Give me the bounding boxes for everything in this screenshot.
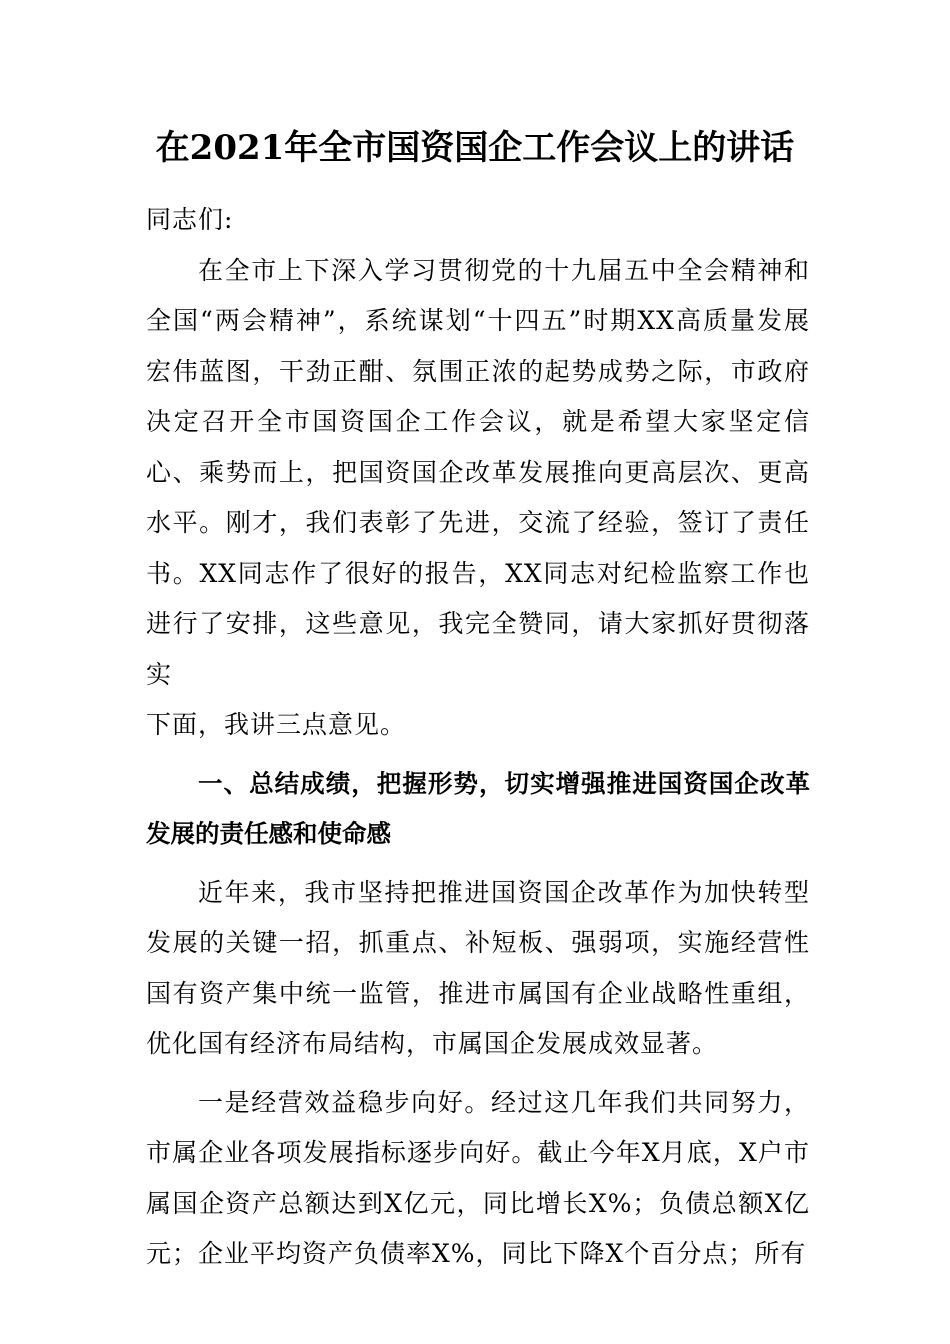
section1-paragraph-2: 一是经营效益稳步向好。经过这几年我们共同努力，市属企业各项发展指标逐步向好。截止今年X月底，X户市属国企资产总额达到X亿元，同比增长X%；负债总额X亿元；企业平均资产负债率X%，同比下降X个百分点；所有 bbox=[146, 1087, 810, 1268]
section1-paragraph-1: 近年来，我市坚持把推进国资国企改革作为加快转型发展的关键一招，抓重点、补短板、强弱项，实施经营性国有资产集中统一监管，推进市属国有企业战略性重组，优化国有经济布局结构，市属国企发展成效显著。 bbox=[146, 877, 810, 1058]
salutation: 同志们: bbox=[146, 205, 234, 234]
section-heading-1: 一、总结成绩，把握形势，切实增强推进国资国企改革发展的责任感和使命感 bbox=[146, 768, 810, 848]
document-title: 在2021年全市国资国企工作会议上的讲话 bbox=[155, 128, 795, 168]
intro-paragraph: 在全市上下深入学习贯彻党的十九届五中全会精神和全国“两会精神”，系统谋划“十四五”时期XX高质量发展宏伟蓝图，干劲正酣、氛围正浓的起势成势之际，市政府决定召开全市国资国企工作会议，就是希望大家坚定信心、乘势而上，把国资国企改革发展推向更高层次、更高水平。刚才，我们表彰了先进，交流了经验，签订了责任书。XX同志作了很好的报告，XX同志对纪检监察工作也进行了安排，这些意见，我完全赞同，请大家抓好贯彻落实 bbox=[146, 255, 810, 689]
document-body bbox=[146, 195, 810, 1280]
intro-tail: 下面，我讲三点意见。 bbox=[146, 710, 407, 739]
